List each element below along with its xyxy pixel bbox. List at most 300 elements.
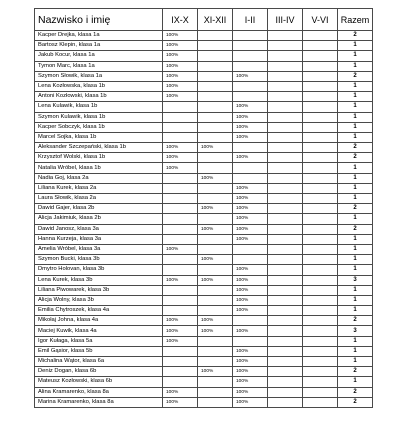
cell-i-ii: 100% <box>233 306 268 316</box>
cell-v-vi <box>303 357 338 367</box>
cell-v-vi <box>303 224 338 234</box>
cell-i-ii: 100% <box>233 377 268 387</box>
cell-v-vi <box>303 173 338 183</box>
student-name: Lena Kulawik, klasa 1b <box>35 102 163 112</box>
row-total: 1 <box>338 102 373 112</box>
student-name: Liliana Piwowarek, klasa 3b <box>35 285 163 295</box>
row-total: 1 <box>338 122 373 132</box>
cell-iii-iv <box>268 397 303 407</box>
cell-v-vi <box>303 255 338 265</box>
cell-v-vi <box>303 112 338 122</box>
table-row <box>35 112 373 122</box>
cell-iii-iv <box>268 31 303 41</box>
student-name: Tymon Marc, klasa 1a <box>35 61 163 71</box>
row-total: 3 <box>338 326 373 336</box>
cell-v-vi <box>303 285 338 295</box>
cell-xi-xii: 100% <box>198 204 233 214</box>
student-name: Deniz Dogan, klasa 6b <box>35 367 163 377</box>
cell-ix-x <box>163 265 198 275</box>
cell-xi-xii: 100% <box>198 367 233 377</box>
table-row <box>35 265 373 275</box>
cell-i-ii: 100% <box>233 397 268 407</box>
cell-xi-xii <box>198 71 233 81</box>
row-total: 1 <box>338 112 373 122</box>
row-total: 1 <box>338 285 373 295</box>
cell-iii-iv <box>268 92 303 102</box>
header-v-vi: V-VI <box>303 9 338 31</box>
cell-ix-x: 100% <box>163 51 198 61</box>
cell-iii-iv <box>268 285 303 295</box>
cell-iii-iv <box>268 173 303 183</box>
student-name: Marcel Sojka, klasa 1b <box>35 132 163 142</box>
student-name: Lena Kurek, klasa 3b <box>35 275 163 285</box>
table-row <box>35 387 373 397</box>
cell-iii-iv <box>268 387 303 397</box>
cell-i-ii <box>233 173 268 183</box>
cell-xi-xii <box>198 194 233 204</box>
cell-v-vi <box>303 265 338 275</box>
cell-v-vi <box>303 234 338 244</box>
student-name: Igor Kułaga, klasa 5a <box>35 336 163 346</box>
row-total: 1 <box>338 194 373 204</box>
cell-i-ii <box>233 31 268 41</box>
cell-iii-iv <box>268 51 303 61</box>
cell-v-vi <box>303 316 338 326</box>
row-total: 1 <box>338 377 373 387</box>
student-name: Laura Słowik, klasa 2a <box>35 194 163 204</box>
table-row <box>35 295 373 305</box>
student-name: Antoni Kozłowski, klasa 1b <box>35 92 163 102</box>
cell-ix-x <box>163 255 198 265</box>
cell-v-vi <box>303 41 338 51</box>
cell-i-ii: 100% <box>233 346 268 356</box>
cell-iii-iv <box>268 102 303 112</box>
cell-xi-xii <box>198 285 233 295</box>
cell-xi-xii <box>198 163 233 173</box>
cell-i-ii <box>233 316 268 326</box>
table-row <box>35 41 373 51</box>
cell-iii-iv <box>268 194 303 204</box>
table-row <box>35 275 373 285</box>
cell-xi-xii <box>198 92 233 102</box>
cell-xi-xii: 100% <box>198 326 233 336</box>
cell-ix-x: 100% <box>163 71 198 81</box>
cell-v-vi <box>303 194 338 204</box>
row-total: 2 <box>338 367 373 377</box>
row-total: 1 <box>338 244 373 254</box>
cell-i-ii <box>233 61 268 71</box>
cell-i-ii <box>233 255 268 265</box>
header-xi-xii: XI-XII <box>198 9 233 31</box>
table-row <box>35 31 373 41</box>
cell-iii-iv <box>268 336 303 346</box>
table-row <box>35 163 373 173</box>
cell-iii-iv <box>268 81 303 91</box>
cell-v-vi <box>303 204 338 214</box>
student-name: Szymon Bucki, klasa 3b <box>35 255 163 265</box>
cell-xi-xii <box>198 306 233 316</box>
cell-xi-xii <box>198 102 233 112</box>
cell-xi-xii <box>198 336 233 346</box>
row-total: 1 <box>338 295 373 305</box>
cell-xi-xii <box>198 122 233 132</box>
cell-xi-xii <box>198 31 233 41</box>
row-total: 1 <box>338 173 373 183</box>
cell-i-ii: 100% <box>233 265 268 275</box>
cell-ix-x: 100% <box>163 92 198 102</box>
row-total: 2 <box>338 143 373 153</box>
cell-v-vi <box>303 81 338 91</box>
row-total: 2 <box>338 397 373 407</box>
cell-xi-xii <box>198 377 233 387</box>
cell-iii-iv <box>268 255 303 265</box>
cell-ix-x: 100% <box>163 153 198 163</box>
cell-v-vi <box>303 163 338 173</box>
row-total: 1 <box>338 346 373 356</box>
cell-xi-xii <box>198 357 233 367</box>
table-row <box>35 194 373 204</box>
table-row <box>35 153 373 163</box>
student-name: Aleksander Szczepański, klasa 1b <box>35 143 163 153</box>
cell-ix-x: 100% <box>163 387 198 397</box>
results-table <box>34 8 373 408</box>
student-name: Amelia Wróbel, klasa 3a <box>35 244 163 254</box>
cell-xi-xii: 100% <box>198 224 233 234</box>
cell-iii-iv <box>268 275 303 285</box>
cell-iii-iv <box>268 153 303 163</box>
cell-v-vi <box>303 397 338 407</box>
table-row <box>35 122 373 132</box>
table-row <box>35 102 373 112</box>
cell-ix-x <box>163 295 198 305</box>
student-name: Dmytro Holovan, klasa 3b <box>35 265 163 275</box>
cell-iii-iv <box>268 367 303 377</box>
table-row <box>35 234 373 244</box>
cell-xi-xii: 100% <box>198 255 233 265</box>
header-name: Nazwisko i imię <box>35 9 163 31</box>
row-total: 1 <box>338 163 373 173</box>
table-row <box>35 183 373 193</box>
table-row <box>35 214 373 224</box>
student-name: Kacper Drejka, klasa 1a <box>35 31 163 41</box>
student-name: Alicja Jakimiuk, klasa 2b <box>35 214 163 224</box>
cell-ix-x: 100% <box>163 336 198 346</box>
cell-i-ii <box>233 51 268 61</box>
table-row <box>35 377 373 387</box>
cell-v-vi <box>303 153 338 163</box>
student-name: Emil Gąsior, klasa 5b <box>35 346 163 356</box>
results-sheet <box>34 8 373 408</box>
cell-ix-x <box>163 112 198 122</box>
cell-xi-xii <box>198 183 233 193</box>
cell-xi-xii <box>198 265 233 275</box>
table-row <box>35 255 373 265</box>
cell-xi-xii: 100% <box>198 275 233 285</box>
cell-v-vi <box>303 183 338 193</box>
cell-xi-xii <box>198 112 233 122</box>
student-name: Michalina Wątor, klasa 6a <box>35 357 163 367</box>
table-body <box>35 31 373 408</box>
cell-iii-iv <box>268 265 303 275</box>
row-total: 2 <box>338 387 373 397</box>
cell-iii-iv <box>268 204 303 214</box>
student-name: Szymon Słowik, klasa 1a <box>35 71 163 81</box>
cell-iii-iv <box>268 244 303 254</box>
cell-iii-iv <box>268 326 303 336</box>
row-total: 1 <box>338 132 373 142</box>
cell-ix-x <box>163 377 198 387</box>
header-total: Razem <box>338 9 373 31</box>
table-row <box>35 173 373 183</box>
cell-ix-x: 100% <box>163 81 198 91</box>
cell-ix-x <box>163 122 198 132</box>
header-ix-x: IX-X <box>163 9 198 31</box>
cell-v-vi <box>303 51 338 61</box>
student-name: Kacper Sobczyk, klasa 1b <box>35 122 163 132</box>
row-total: 1 <box>338 255 373 265</box>
student-name: Alicja Wolny, klasa 3b <box>35 295 163 305</box>
student-name: Liliana Kurek, klasa 2a <box>35 183 163 193</box>
table-row <box>35 316 373 326</box>
cell-ix-x <box>163 173 198 183</box>
cell-i-ii <box>233 244 268 254</box>
cell-i-ii <box>233 81 268 91</box>
cell-xi-xii <box>198 387 233 397</box>
student-name: Marina Kramarenko, klasa 8a <box>35 397 163 407</box>
cell-ix-x <box>163 367 198 377</box>
cell-i-ii <box>233 92 268 102</box>
table-row <box>35 346 373 356</box>
cell-xi-xii: 100% <box>198 173 233 183</box>
cell-i-ii: 100% <box>233 122 268 132</box>
cell-v-vi <box>303 31 338 41</box>
cell-v-vi <box>303 387 338 397</box>
row-total: 1 <box>338 306 373 316</box>
cell-ix-x: 100% <box>163 41 198 51</box>
cell-v-vi <box>303 71 338 81</box>
row-total: 2 <box>338 316 373 326</box>
table-row <box>35 71 373 81</box>
cell-v-vi <box>303 367 338 377</box>
cell-i-ii <box>233 41 268 51</box>
table-row <box>35 397 373 407</box>
cell-v-vi <box>303 92 338 102</box>
cell-xi-xii <box>198 61 233 71</box>
cell-v-vi <box>303 295 338 305</box>
table-row <box>35 336 373 346</box>
cell-iii-iv <box>268 41 303 51</box>
cell-ix-x <box>163 224 198 234</box>
cell-i-ii: 100% <box>233 214 268 224</box>
row-total: 1 <box>338 81 373 91</box>
cell-iii-iv <box>268 163 303 173</box>
cell-ix-x <box>163 183 198 193</box>
row-total: 1 <box>338 214 373 224</box>
student-name: Dawid Gajer, klasa 2b <box>35 204 163 214</box>
cell-ix-x <box>163 132 198 142</box>
table-row <box>35 92 373 102</box>
table-row <box>35 285 373 295</box>
cell-i-ii: 100% <box>233 224 268 234</box>
cell-iii-iv <box>268 224 303 234</box>
cell-ix-x: 100% <box>163 275 198 285</box>
cell-i-ii: 100% <box>233 234 268 244</box>
cell-xi-xii <box>198 81 233 91</box>
cell-ix-x: 100% <box>163 397 198 407</box>
cell-i-ii: 100% <box>233 204 268 214</box>
cell-xi-xii <box>198 397 233 407</box>
cell-iii-iv <box>268 295 303 305</box>
cell-i-ii: 100% <box>233 132 268 142</box>
table-row <box>35 132 373 142</box>
cell-i-ii: 100% <box>233 275 268 285</box>
cell-i-ii: 100% <box>233 183 268 193</box>
cell-iii-iv <box>268 357 303 367</box>
row-total: 1 <box>338 92 373 102</box>
row-total: 1 <box>338 183 373 193</box>
cell-v-vi <box>303 377 338 387</box>
table-row <box>35 224 373 234</box>
cell-v-vi <box>303 244 338 254</box>
cell-iii-iv <box>268 112 303 122</box>
cell-i-ii: 100% <box>233 357 268 367</box>
cell-ix-x <box>163 102 198 112</box>
table-row <box>35 326 373 336</box>
cell-xi-xii <box>198 153 233 163</box>
cell-v-vi <box>303 214 338 224</box>
cell-ix-x <box>163 214 198 224</box>
row-total: 2 <box>338 31 373 41</box>
student-name: Maciej Kuwik, klasa 4a <box>35 326 163 336</box>
table-row <box>35 204 373 214</box>
row-total: 1 <box>338 61 373 71</box>
student-name: Krzysztof Wolski, klasa 1b <box>35 153 163 163</box>
cell-ix-x <box>163 204 198 214</box>
cell-v-vi <box>303 336 338 346</box>
cell-ix-x <box>163 357 198 367</box>
cell-xi-xii <box>198 51 233 61</box>
cell-ix-x <box>163 194 198 204</box>
cell-xi-xii: 100% <box>198 143 233 153</box>
cell-v-vi <box>303 61 338 71</box>
student-name: Natalia Wróbel, klasa 1b <box>35 163 163 173</box>
cell-v-vi <box>303 326 338 336</box>
cell-iii-iv <box>268 346 303 356</box>
student-name: Nadia Goj, klasa 2a <box>35 173 163 183</box>
student-name: Hanna Kurzeja, klasa 3a <box>35 234 163 244</box>
row-total: 1 <box>338 51 373 61</box>
cell-iii-iv <box>268 143 303 153</box>
row-total: 2 <box>338 153 373 163</box>
cell-ix-x: 100% <box>163 31 198 41</box>
table-row <box>35 81 373 91</box>
row-total: 1 <box>338 41 373 51</box>
row-total: 2 <box>338 71 373 81</box>
cell-xi-xii <box>198 214 233 224</box>
cell-i-ii <box>233 336 268 346</box>
cell-ix-x <box>163 285 198 295</box>
row-total: 1 <box>338 357 373 367</box>
cell-i-ii: 100% <box>233 285 268 295</box>
row-total: 2 <box>338 224 373 234</box>
table-row <box>35 143 373 153</box>
header-i-ii: I-II <box>233 9 268 31</box>
cell-v-vi <box>303 132 338 142</box>
row-total: 1 <box>338 234 373 244</box>
cell-i-ii: 100% <box>233 295 268 305</box>
table-row <box>35 357 373 367</box>
cell-i-ii <box>233 143 268 153</box>
student-name: Alina Kramarenko, klasa 8a <box>35 387 163 397</box>
cell-i-ii: 100% <box>233 153 268 163</box>
cell-iii-iv <box>268 377 303 387</box>
cell-ix-x <box>163 346 198 356</box>
cell-i-ii <box>233 163 268 173</box>
cell-i-ii: 100% <box>233 387 268 397</box>
cell-xi-xii <box>198 41 233 51</box>
cell-v-vi <box>303 122 338 132</box>
cell-v-vi <box>303 346 338 356</box>
cell-iii-iv <box>268 122 303 132</box>
cell-iii-iv <box>268 306 303 316</box>
cell-iii-iv <box>268 234 303 244</box>
cell-i-ii: 100% <box>233 367 268 377</box>
cell-ix-x: 100% <box>163 244 198 254</box>
cell-xi-xii <box>198 295 233 305</box>
cell-ix-x: 100% <box>163 61 198 71</box>
cell-xi-xii <box>198 234 233 244</box>
cell-i-ii: 100% <box>233 102 268 112</box>
student-name: Mateusz Kozłowski, klasa 6b <box>35 377 163 387</box>
student-name: Jakub Kocur, klasa 1a <box>35 51 163 61</box>
cell-ix-x <box>163 234 198 244</box>
cell-xi-xii <box>198 244 233 254</box>
cell-ix-x: 100% <box>163 316 198 326</box>
cell-i-ii: 100% <box>233 112 268 122</box>
cell-iii-iv <box>268 183 303 193</box>
cell-v-vi <box>303 306 338 316</box>
student-name: Lena Kozłowska, klasa 1b <box>35 81 163 91</box>
table-row <box>35 306 373 316</box>
header-row <box>35 9 373 31</box>
cell-iii-iv <box>268 316 303 326</box>
student-name: Emilia Chytroszek, klasa 4a <box>35 306 163 316</box>
cell-xi-xii <box>198 132 233 142</box>
table-row <box>35 367 373 377</box>
student-name: Szymon Kulawik, klasa 1b <box>35 112 163 122</box>
cell-xi-xii: 100% <box>198 316 233 326</box>
table-row <box>35 244 373 254</box>
cell-ix-x <box>163 306 198 316</box>
student-name: Dawid Janosz, klasa 3a <box>35 224 163 234</box>
cell-v-vi <box>303 143 338 153</box>
cell-iii-iv <box>268 132 303 142</box>
row-total: 1 <box>338 265 373 275</box>
cell-i-ii: 100% <box>233 326 268 336</box>
cell-iii-iv <box>268 214 303 224</box>
cell-xi-xii <box>198 346 233 356</box>
cell-iii-iv <box>268 71 303 81</box>
row-total: 3 <box>338 275 373 285</box>
cell-v-vi <box>303 102 338 112</box>
cell-iii-iv <box>268 61 303 71</box>
cell-ix-x: 100% <box>163 143 198 153</box>
row-total: 2 <box>338 204 373 214</box>
table-row <box>35 51 373 61</box>
row-total: 1 <box>338 336 373 346</box>
table-row <box>35 61 373 71</box>
header-iii-iv: III-IV <box>268 9 303 31</box>
